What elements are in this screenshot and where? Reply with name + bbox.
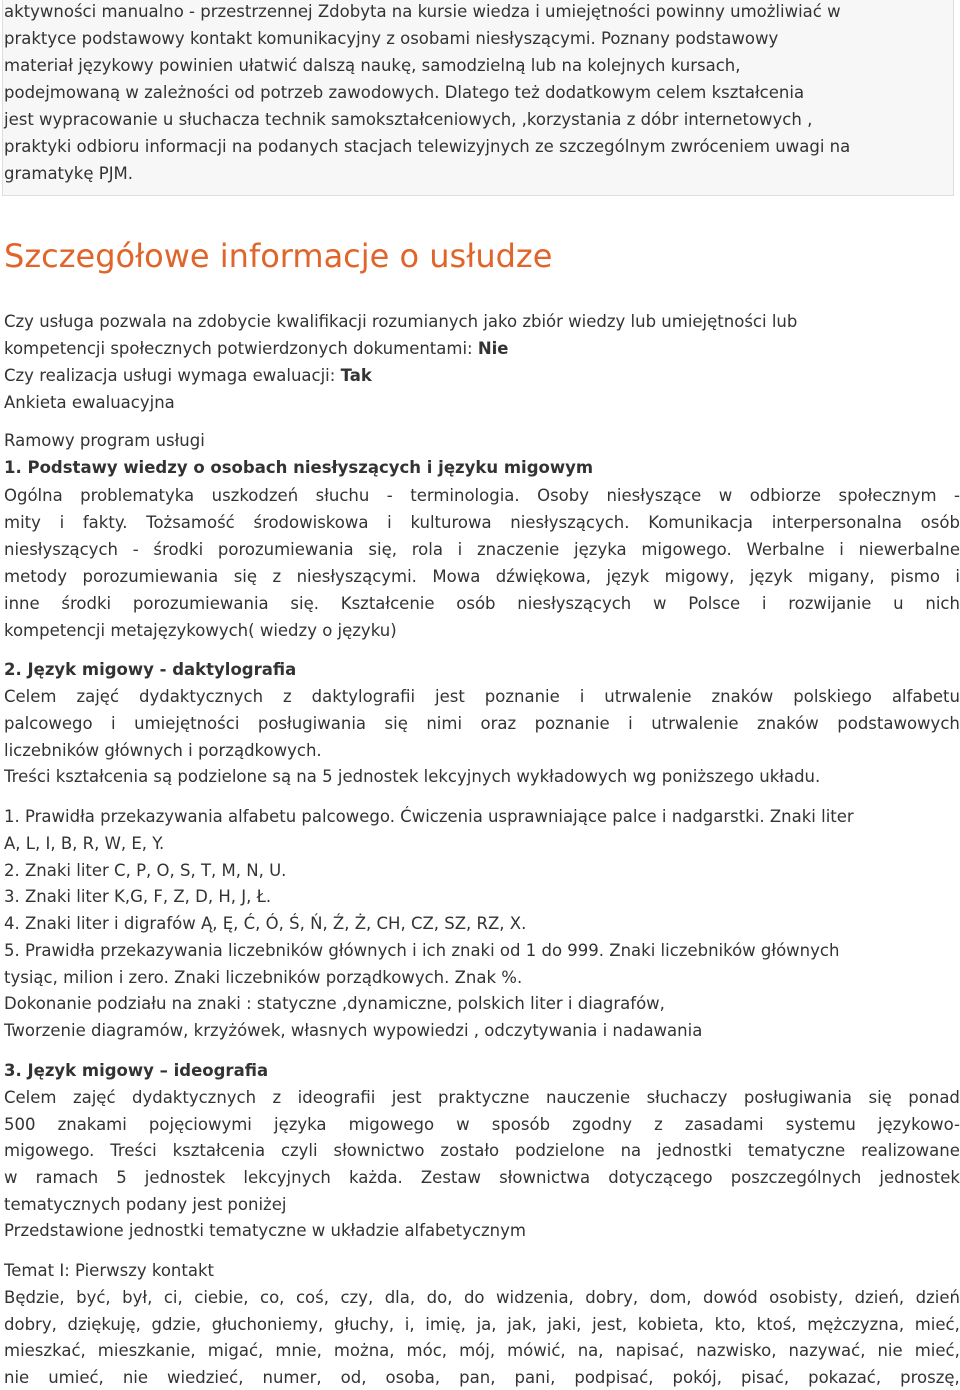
word: się bbox=[233, 567, 258, 586]
word: nimi bbox=[426, 714, 463, 733]
word: z bbox=[283, 687, 292, 706]
word: migowego bbox=[348, 1115, 435, 1134]
word: imię, bbox=[425, 1315, 466, 1334]
word: do bbox=[463, 1288, 485, 1307]
word: nazywać, bbox=[788, 1341, 866, 1360]
word: i bbox=[387, 513, 392, 532]
word: rola bbox=[411, 540, 443, 559]
word: poznanie bbox=[484, 687, 560, 706]
word: poszczególnych bbox=[730, 1168, 862, 1187]
word: utrwalenie bbox=[604, 687, 692, 706]
word: dla, bbox=[384, 1288, 416, 1307]
word: jednostek bbox=[144, 1168, 226, 1187]
word: środki bbox=[61, 594, 112, 613]
word: słuchaczy bbox=[646, 1088, 728, 1107]
word: mieszkać, bbox=[4, 1341, 86, 1360]
word: do, bbox=[426, 1288, 453, 1307]
description-line: podejmowaną w zależności od potrzeb zawodowych. Dlatego też dodatkowym celem kształcenia bbox=[4, 83, 805, 102]
word: dydaktycznych bbox=[138, 687, 264, 706]
word: niesłyszącymi. bbox=[296, 567, 417, 586]
word: umiejętności bbox=[134, 714, 240, 733]
section-2-list-item: 2. Znaki liter C, P, O, S, T, M, N, U. bbox=[4, 861, 287, 880]
word: dzień bbox=[915, 1288, 960, 1307]
word: Kształcenie bbox=[340, 594, 435, 613]
word: migany, bbox=[807, 567, 875, 586]
word: jest bbox=[391, 1088, 422, 1107]
section-3-line bbox=[4, 1088, 960, 1108]
section-3-line bbox=[4, 1141, 960, 1161]
word: poznanie bbox=[534, 714, 610, 733]
word: migać, bbox=[207, 1341, 264, 1360]
ewaluacja-row bbox=[4, 366, 372, 386]
word: się. bbox=[290, 594, 319, 613]
word: utrwalenie bbox=[651, 714, 739, 733]
section-2-list-item: 1. Prawidła przekazywania alfabetu palcowego. Ćwiczenia usprawniające palce i nadgarstki. Znaki liter bbox=[4, 807, 854, 826]
word: nie bbox=[122, 1368, 149, 1387]
word: ponad bbox=[908, 1088, 960, 1107]
section-title: Szczegółowe informacje o usłudze bbox=[4, 237, 553, 275]
word: Będzie, bbox=[4, 1288, 65, 1307]
section-1-title: 1. Podstawy wiedzy o osobach niesłyszących i języku migowym bbox=[4, 458, 594, 477]
ewaluacja-value: Tak bbox=[340, 366, 372, 385]
word: z bbox=[272, 567, 282, 586]
section-2-line: Treści kształcenia są podzielone są na 5 jednostek lekcyjnych wykładowych wg poniższego układu. bbox=[4, 767, 821, 786]
section-1-line: kompetencji metajęzykowych( wiedzy o języku) bbox=[4, 621, 397, 640]
word: ideografii bbox=[297, 1088, 376, 1107]
word: i bbox=[457, 540, 463, 559]
temat-title: Temat I: Pierwszy kontakt bbox=[4, 1261, 214, 1280]
word: Zestaw bbox=[420, 1168, 482, 1187]
description-line: praktyki odbioru informacji na podanych stacjach telewizyjnych ze szczególnym zwróceniem uwagi na bbox=[4, 137, 851, 156]
word: 5 bbox=[116, 1168, 127, 1187]
word: metody bbox=[4, 567, 68, 586]
word: był, bbox=[122, 1288, 153, 1307]
word: pismo bbox=[890, 567, 940, 586]
word: i bbox=[839, 540, 844, 559]
word: w bbox=[456, 1115, 470, 1134]
word: dom, bbox=[649, 1288, 692, 1307]
description-line: praktyce podstawowy kontakt komunikacyjny z osobami niesłyszącymi. Poznany podstawowy bbox=[4, 29, 779, 48]
word: oraz bbox=[480, 714, 517, 733]
section-2-line: liczebników głównych i porządkowych. bbox=[4, 741, 322, 760]
word: mieszkanie, bbox=[97, 1341, 196, 1360]
kwalifikacje-label: kompetencji społecznych potwierdzonych dokumentami: bbox=[4, 339, 478, 358]
word: z bbox=[272, 1088, 282, 1107]
word: proszę, bbox=[900, 1368, 960, 1387]
description-line: jest wypracowanie u słuchacza technik samokształceniowych, ,korzystania z dóbr internetowych , bbox=[4, 110, 813, 129]
word: z bbox=[654, 1115, 663, 1134]
word: tematyczne bbox=[747, 1141, 846, 1160]
section-1-line bbox=[4, 540, 960, 560]
description-line: gramatykę PJM. bbox=[4, 164, 134, 183]
word: polskiego bbox=[793, 687, 872, 706]
word: Treści bbox=[110, 1141, 157, 1160]
kwalifikacje-value: Nie bbox=[477, 339, 509, 358]
word: podpisać, bbox=[574, 1368, 654, 1387]
section-3-title: 3. Język migowy – ideografia bbox=[4, 1061, 269, 1080]
word: daktylografii bbox=[311, 687, 416, 706]
word: i bbox=[628, 714, 633, 733]
word: numer, bbox=[262, 1368, 322, 1387]
word: kto, bbox=[714, 1315, 746, 1334]
section-1-line bbox=[4, 486, 960, 506]
word: głuchoniemy, bbox=[211, 1315, 324, 1334]
word: dziękuję, bbox=[67, 1315, 141, 1334]
word: uszkodzeń bbox=[211, 486, 299, 505]
section-2-title: 2. Język migowy - daktylografia bbox=[4, 660, 297, 679]
word: migowy, bbox=[664, 567, 735, 586]
word: ktoś, bbox=[756, 1315, 797, 1334]
word: 500 bbox=[4, 1115, 36, 1134]
word: Tożsamość bbox=[146, 513, 235, 532]
word: migowego. bbox=[4, 1141, 95, 1160]
word: dotyczącego bbox=[608, 1168, 713, 1187]
word: terminologia. bbox=[410, 486, 520, 505]
description-line: materiał językowy powinien ułatwić dalszą naukę, samodzielną lub na kolejnych kursach, bbox=[4, 56, 741, 75]
word: mieć, bbox=[914, 1341, 960, 1360]
word: Polsce bbox=[688, 594, 741, 613]
word: nich bbox=[925, 594, 960, 613]
description-line: aktywności manualno - przestrzennej Zdobyta na kursie wiedza i umiejętności powinny umożliwiać w bbox=[4, 2, 841, 21]
word: środki bbox=[153, 540, 204, 559]
section-2-line bbox=[4, 687, 960, 707]
word: dydaktycznych bbox=[131, 1088, 257, 1107]
word: u bbox=[893, 594, 904, 613]
section-1-line bbox=[4, 594, 960, 614]
word: lekcyjnych bbox=[243, 1168, 331, 1187]
word: w bbox=[653, 594, 667, 613]
word: - bbox=[954, 486, 960, 505]
word: posługiwania bbox=[257, 714, 367, 733]
word: pokazać, bbox=[808, 1368, 882, 1387]
word: - bbox=[132, 540, 139, 559]
word: zgodny bbox=[572, 1115, 633, 1134]
word: co, bbox=[260, 1288, 285, 1307]
word: znakami bbox=[57, 1115, 127, 1134]
word: jaki, bbox=[547, 1315, 582, 1334]
word: jest bbox=[435, 687, 465, 706]
word: coś, bbox=[295, 1288, 329, 1307]
word: czy, bbox=[340, 1288, 374, 1307]
word: pokój, bbox=[672, 1368, 722, 1387]
word: migowego. bbox=[641, 540, 732, 559]
word: ciebie, bbox=[194, 1288, 249, 1307]
section-3-line bbox=[4, 1115, 960, 1135]
section-3-line: Przedstawione jednostki tematyczne w układzie alfabetycznym bbox=[4, 1221, 526, 1240]
section-2-list-item: Dokonanie podziału na znaki : statyczne ,dynamiczne, polskich liter i diagrafów, bbox=[4, 994, 665, 1013]
section-2-list-item: Tworzenie diagramów, krzyżówek, własnych wypowiedzi , odczytywania i nadawania bbox=[4, 1021, 703, 1040]
word: głuchy, bbox=[333, 1315, 395, 1334]
word: się, bbox=[368, 540, 397, 559]
word: zasadami bbox=[684, 1115, 764, 1134]
word: niesłyszących bbox=[4, 540, 118, 559]
section-2-list-item: 4. Znaki liter i digrafów Ą, Ę, Ć, Ó, Ś, Ń, Ź, Ż, CH, CZ, SZ, RZ, X. bbox=[4, 914, 527, 933]
word: dźwiękowa, bbox=[495, 567, 592, 586]
word: język bbox=[749, 567, 793, 586]
section-3-line: tematycznych podany jest poniżej bbox=[4, 1195, 287, 1214]
word: na bbox=[620, 1141, 642, 1160]
word: znaków bbox=[756, 714, 819, 733]
word: i bbox=[761, 594, 767, 613]
word: być, bbox=[76, 1288, 111, 1307]
word: widzenia, bbox=[496, 1288, 574, 1307]
section-2-list-item: 3. Znaki liter K,G, F, Z, D, H, J, Ł. bbox=[4, 887, 272, 906]
word: osobisty, bbox=[769, 1288, 844, 1307]
word: jednostek bbox=[879, 1168, 960, 1187]
word: interpersonalna bbox=[771, 513, 902, 532]
kwalifikacje-question: Czy usługa pozwala na zdobycie kwalifikacji rozumianych jako zbiór wiedzy lub umiejętności lub bbox=[4, 312, 798, 331]
word: i bbox=[59, 513, 65, 532]
kwalifikacje-question-cont bbox=[4, 339, 509, 359]
word: słuchu bbox=[315, 486, 370, 505]
word: pan, bbox=[459, 1368, 496, 1387]
word: niesłyszących bbox=[517, 594, 632, 613]
word: znaków bbox=[711, 687, 774, 706]
word: napisać, bbox=[615, 1341, 685, 1360]
word: niewerbalne bbox=[858, 540, 960, 559]
word: praktyczne bbox=[438, 1088, 530, 1107]
word: podzielone bbox=[514, 1141, 605, 1160]
word: się bbox=[868, 1088, 892, 1107]
word: słownictwa bbox=[499, 1168, 591, 1187]
word: ramach bbox=[35, 1168, 99, 1187]
ramowy-program-label: Ramowy program usługi bbox=[4, 431, 205, 450]
word: od, bbox=[340, 1368, 367, 1387]
section-2-line bbox=[4, 714, 960, 734]
word: posługiwania bbox=[743, 1088, 853, 1107]
word: osób bbox=[456, 594, 496, 613]
word: jest, bbox=[592, 1315, 628, 1334]
word: w bbox=[4, 1168, 18, 1187]
word: i, bbox=[404, 1315, 415, 1334]
word: mieć, bbox=[914, 1315, 960, 1334]
word: kobieta, bbox=[637, 1315, 704, 1334]
word: osób bbox=[920, 513, 960, 532]
temat-vocabulary-line bbox=[4, 1315, 960, 1335]
word: alfabetu bbox=[891, 687, 960, 706]
word: umieć, bbox=[48, 1368, 104, 1387]
word: języka bbox=[574, 540, 627, 559]
word: ja, bbox=[476, 1315, 497, 1334]
word: Komunikacja bbox=[648, 513, 753, 532]
word: dobry, bbox=[4, 1315, 57, 1334]
word: języka bbox=[273, 1115, 327, 1134]
word: kulturowa bbox=[410, 513, 492, 532]
word: i bbox=[111, 714, 116, 733]
word: językowo- bbox=[877, 1115, 960, 1134]
word: nie bbox=[4, 1368, 30, 1387]
word: zajęć bbox=[72, 1088, 116, 1107]
word: i bbox=[579, 687, 585, 706]
word: niesłyszących. bbox=[510, 513, 630, 532]
word: wiedzieć, bbox=[167, 1368, 244, 1387]
section-2-list-item: A, L, I, B, R, W, E, Y. bbox=[4, 834, 165, 853]
word: fakty. bbox=[82, 513, 128, 532]
word: porozumiewania bbox=[217, 540, 354, 559]
section-3-line bbox=[4, 1168, 960, 1188]
word: można, bbox=[333, 1341, 395, 1360]
word: niesłyszące bbox=[606, 486, 702, 505]
word: język bbox=[606, 567, 650, 586]
section-2-list-item: tysiąc, milion i zero. Znaki liczebników porządkowych. Znak %. bbox=[4, 968, 523, 987]
word: odbiorze bbox=[749, 486, 822, 505]
ewaluacja-label: Czy realizacja usługi wymaga ewaluacji: bbox=[4, 366, 341, 385]
word: podstawowych bbox=[837, 714, 960, 733]
word: mówić, bbox=[507, 1341, 566, 1360]
word: problematyka bbox=[80, 486, 195, 505]
word: mój, bbox=[459, 1341, 496, 1360]
word: każda. bbox=[348, 1168, 403, 1187]
word: w bbox=[718, 486, 733, 505]
word: móc, bbox=[406, 1341, 448, 1360]
word: mężczyzna, bbox=[807, 1315, 905, 1334]
word: dowód bbox=[703, 1288, 758, 1307]
word: inne bbox=[4, 594, 40, 613]
word: znaczenie bbox=[477, 540, 560, 559]
word: jak, bbox=[507, 1315, 537, 1334]
word: Osoby bbox=[537, 486, 590, 505]
word: Celem bbox=[4, 687, 57, 706]
word: nie bbox=[877, 1341, 903, 1360]
word: zajęć bbox=[76, 687, 120, 706]
word: słownictwo bbox=[333, 1141, 425, 1160]
word: jednostki bbox=[657, 1141, 732, 1160]
word: palcowego bbox=[4, 714, 93, 733]
word: pani, bbox=[514, 1368, 556, 1387]
section-1-line bbox=[4, 513, 960, 533]
word: realizowane bbox=[861, 1141, 960, 1160]
word: Mowa bbox=[432, 567, 481, 586]
word: ci, bbox=[163, 1288, 183, 1307]
word: kształcenia bbox=[172, 1141, 266, 1160]
section-1-line bbox=[4, 567, 960, 587]
word: Celem bbox=[4, 1088, 57, 1107]
word: porozumiewania bbox=[132, 594, 269, 613]
temat-vocabulary-line bbox=[4, 1288, 960, 1308]
word: rozwijanie bbox=[788, 594, 872, 613]
word: mity bbox=[4, 513, 41, 532]
word: osoba, bbox=[385, 1368, 441, 1387]
temat-vocabulary-line bbox=[4, 1368, 960, 1388]
word: gdzie, bbox=[151, 1315, 202, 1334]
word: zostało bbox=[440, 1141, 500, 1160]
word: Werbalne bbox=[746, 540, 825, 559]
word: sposób bbox=[491, 1115, 551, 1134]
word: na, bbox=[577, 1341, 604, 1360]
word: czyli bbox=[280, 1141, 318, 1160]
word: nauczenie bbox=[546, 1088, 631, 1107]
word: - bbox=[386, 486, 393, 505]
temat-vocabulary-line bbox=[4, 1341, 960, 1361]
word: pisać, bbox=[740, 1368, 790, 1387]
word: środowiskowa bbox=[253, 513, 369, 532]
ankieta-label: Ankieta ewaluacyjna bbox=[4, 393, 175, 412]
word: dobry, bbox=[585, 1288, 639, 1307]
word: i bbox=[955, 567, 960, 586]
word: systemu bbox=[785, 1115, 856, 1134]
word: porozumiewania bbox=[82, 567, 219, 586]
word: nazwisko, bbox=[696, 1341, 777, 1360]
word: mnie, bbox=[275, 1341, 322, 1360]
word: Ogólna bbox=[4, 486, 63, 505]
word: dzień, bbox=[854, 1288, 905, 1307]
section-2-list-item: 5. Prawidła przekazywania liczebników głównych i ich znaki od 1 do 999. Znaki liczebników głównych bbox=[4, 941, 840, 960]
word: pojęciowymi bbox=[148, 1115, 252, 1134]
word: społecznym bbox=[838, 486, 937, 505]
word: się bbox=[384, 714, 408, 733]
